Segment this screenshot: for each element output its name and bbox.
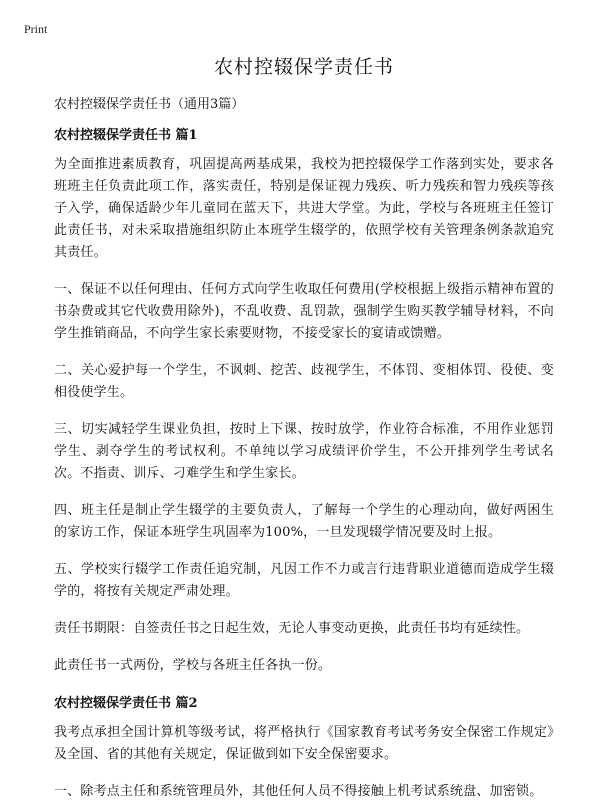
paragraph: 五、学校实行辍学工作责任追究制，凡因工作不力或言行违背职业道德而造成学生辍学的，将按有关规定严肃处理。 xyxy=(54,562,554,599)
document-body xyxy=(54,124,554,803)
section-heading: 农村控辍保学责任书 篇2 xyxy=(54,696,198,711)
paragraph: 为全面推进素质教育，巩固提高两基成果，我校为把控辍保学工作落到实处，要求各班班主任负责此项工作，落实责任，特别是保证视力残疾、听力残疾和智力残疾等孩子入学，确保适龄少年儿童同在蓝天下，共进大学堂。为此，学校与各班班主任签订此责任书，对未采取措施组织防止本班学生辍学的，依照学校有关管理条例条款追究其责任。 xyxy=(54,157,554,260)
paragraph: 责任书期限：自签责任书之日起生效，无论人事变动更换，此责任书均有延续性。 xyxy=(54,621,530,636)
paragraph: 三、切实减轻学生课业负担，按时上下课、按时放学，作业符合标准，不用作业惩罚学生、剥夺学生的考试权利。不单纯以学习成绩评价学生，不公开排列学生考试名次。不指责、训斥、刁难学生和学生家长。 xyxy=(54,422,554,481)
paragraph: 二、关心爱护每一个学生，不讽刺、挖苦、歧视学生，不体罚、变相体罚、役使、变相役使学生。 xyxy=(54,363,554,400)
paragraph: 一、除考点主任和系统管理员外，其他任何人员不得接触上机考试系统盘、加密锁。 xyxy=(54,784,543,799)
paragraph: 我考点承担全国计算机等级考试，将严格执行《国家教育考试考务安全保密工作规定》及全国、省的其他有关规定，保证做到如下安全保密要求。 xyxy=(54,725,554,762)
paragraph: 此责任书一式两份，学校与各班主任各执一份。 xyxy=(54,658,332,673)
paragraph: 四、班主任是制止学生辍学的主要负责人，了解每一个学生的心理动向，做好两困生的家访工作，保证本班学生巩固率为100%，一旦发现辍学情况要及时上报。 xyxy=(54,503,554,540)
section-heading: 农村控辍保学责任书 篇1 xyxy=(54,128,198,143)
print-link[interactable]: Print xyxy=(24,22,48,36)
document-subtitle: 农村控辍保学责任书（通用3篇） xyxy=(54,97,245,112)
document-title: 农村控辍保学责任书 xyxy=(213,56,394,78)
paragraph: 一、保证不以任何理由、任何方式向学生收取任何费用(学校根据上级指示精神布置的书杂费或其它代收费用除外)，不乱收费、乱罚款，强制学生购买教学辅导材料，不向学生推销商品，不向学生家长索要财物，不接受家长的宴请或馈赠。 xyxy=(54,282,554,341)
